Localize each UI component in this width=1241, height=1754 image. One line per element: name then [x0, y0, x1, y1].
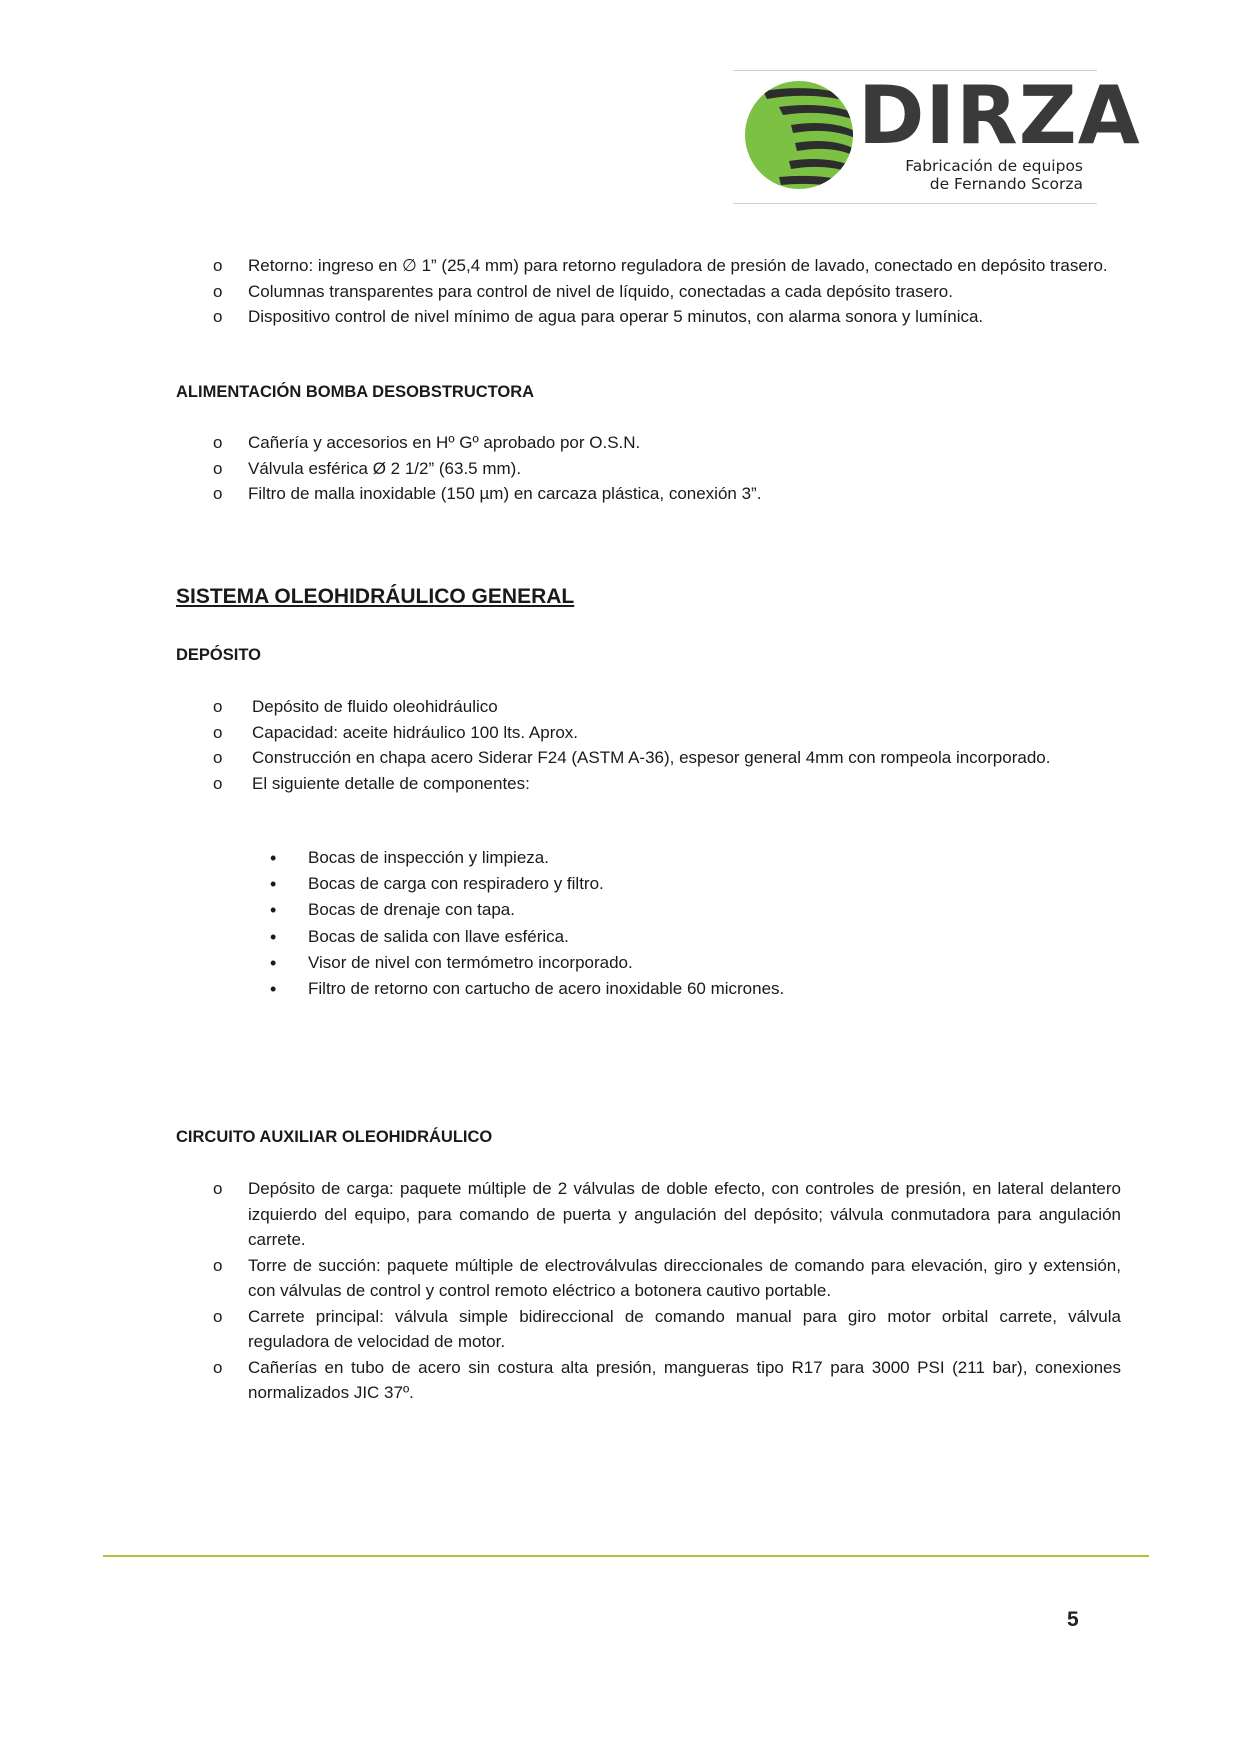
components-list — [176, 845, 1121, 1002]
list-item-text: El siguiente detalle de componentes: — [252, 773, 530, 793]
deposito-section — [176, 694, 1121, 796]
bullet-marker: • — [270, 848, 277, 868]
list-marker: o — [213, 1179, 223, 1198]
list-item — [176, 279, 1121, 305]
bullet-marker: • — [270, 926, 277, 947]
list-item-text: Construcción en chapa acero Siderar F24 (ASTM A-36), espesor general 4mm con rompeola incorporado. — [252, 748, 1051, 767]
list-item — [176, 845, 1121, 871]
logo-subtitle-line2: de Fernando Scorza — [929, 175, 1083, 193]
list-item-text: Bocas de drenaje con tapa. — [308, 900, 515, 920]
list-item-text: Filtro de malla inoxidable (150 µm) en carcaza plástica, conexión 3”. — [248, 484, 762, 503]
list-item-text: Filtro de retorno con cartucho de acero inoxidable 60 micrones. — [308, 979, 785, 999]
list-item — [176, 430, 1121, 456]
list-item — [176, 720, 1121, 746]
list-item — [176, 1176, 1121, 1253]
list-item — [176, 1355, 1121, 1406]
logo-title: DIRZA — [858, 69, 1141, 162]
list-marker: o — [213, 722, 223, 742]
list-item — [176, 253, 1121, 279]
bullet-marker: • — [270, 979, 277, 1000]
list-item-text: Cañerías en tubo de acero sin costura alta presión, mangueras tipo R17 para 3000 PSI (211 bar), conexiones normalizados JIC 37º. — [248, 1357, 1121, 1402]
alimentacion-list — [176, 430, 1121, 507]
list-item — [176, 1304, 1121, 1355]
list-item-text: Depósito de carga: paquete múltiple de 2 válvulas de doble efecto, con controles de presión, en lateral delantero izquierdo del equipo, para comando de puerta y angulación del depósito; válvula conmutadora para angulación carrete. — [248, 1179, 1121, 1249]
alimentacion-section — [176, 430, 1121, 507]
list-item-text: Columnas transparentes para control de nivel de líquido, conectadas a cada depósito trasero. — [248, 281, 953, 301]
alimentacion-heading: ALIMENTACIÓN BOMBA DESOBSTRUCTORA — [176, 383, 535, 401]
list-item — [176, 745, 1121, 771]
list-item — [176, 950, 1121, 976]
list-item-text: Depósito de fluido oleohidráulico — [252, 697, 498, 716]
list-item — [176, 694, 1121, 720]
list-item-text: Bocas de inspección y limpieza. — [308, 848, 549, 867]
list-item — [176, 924, 1121, 950]
circuito-section — [176, 1176, 1121, 1406]
deposito-heading: DEPÓSITO — [176, 646, 261, 664]
list-marker: o — [213, 773, 223, 793]
list-item — [176, 771, 1121, 797]
bullet-marker: • — [270, 900, 277, 921]
list-item-text: Dispositivo control de nivel mínimo de agua para operar 5 minutos, con alarma sonora y lumínica. — [248, 307, 984, 326]
bullet-marker: • — [270, 874, 277, 895]
list-item — [176, 871, 1121, 897]
list-item-text: Retorno: ingreso en ∅ 1” (25,4 mm) para retorno reguladora de presión de lavado, conectado en depósito trasero. — [248, 256, 1108, 275]
list-marker: o — [213, 1306, 223, 1326]
footer-divider — [103, 1555, 1149, 1557]
list-item — [176, 481, 1121, 507]
top-list-section — [176, 253, 1121, 330]
globe-stripes-icon — [743, 79, 855, 191]
list-item — [176, 897, 1121, 923]
list-marker: o — [213, 256, 223, 275]
list-marker: o — [213, 281, 223, 301]
list-item-text: Cañería y accesorios en Hº Gº aprobado por O.S.N. — [248, 433, 641, 452]
list-item-text: Bocas de carga con respiradero y filtro. — [308, 874, 604, 894]
list-marker: o — [213, 748, 223, 767]
list-marker: o — [213, 307, 223, 326]
list-marker: o — [213, 1255, 223, 1275]
bullet-marker: • — [270, 952, 277, 973]
list-marker: o — [213, 1357, 223, 1377]
deposito-list — [176, 694, 1121, 796]
list-item-text: Torre de succión: paquete múltiple de electroválvulas direccionales de comando para elevación, giro y extensión, con válvulas de control y control remoto eléctrico a botonera cautivo portable. — [248, 1255, 1121, 1300]
list-item — [176, 976, 1121, 1002]
list-marker: o — [213, 484, 223, 503]
page-number: 5 — [1067, 1608, 1079, 1631]
list-item-text: Válvula esférica Ø 2 1/2” (63.5 mm). — [248, 458, 522, 478]
top-list — [176, 253, 1121, 330]
sistema-heading: SISTEMA OLEOHIDRÁULICO GENERAL — [176, 585, 575, 608]
list-item — [176, 1253, 1121, 1304]
list-item-text: Capacidad: aceite hidráulico 100 lts. Aprox. — [252, 722, 579, 742]
list-marker: o — [213, 458, 223, 478]
components-section — [176, 845, 1121, 1002]
list-marker: o — [213, 697, 223, 716]
company-logo — [733, 69, 1141, 204]
list-item-text: Bocas de salida con llave esférica. — [308, 926, 569, 946]
list-marker: o — [213, 433, 223, 452]
logo-subtitle — [861, 157, 1083, 193]
circuito-list — [176, 1176, 1121, 1406]
list-item — [176, 304, 1121, 330]
list-item-text: Carrete principal: válvula simple bidireccional de comando manual para giro motor orbital carrete, válvula reguladora de velocidad de motor. — [248, 1306, 1121, 1351]
list-item — [176, 456, 1121, 482]
circuito-heading: CIRCUITO AUXILIAR OLEOHIDRÁULICO — [176, 1128, 493, 1146]
logo-subtitle-line1: Fabricación de equipos — [905, 157, 1083, 175]
list-item-text: Visor de nivel con termómetro incorporado. — [308, 952, 633, 972]
